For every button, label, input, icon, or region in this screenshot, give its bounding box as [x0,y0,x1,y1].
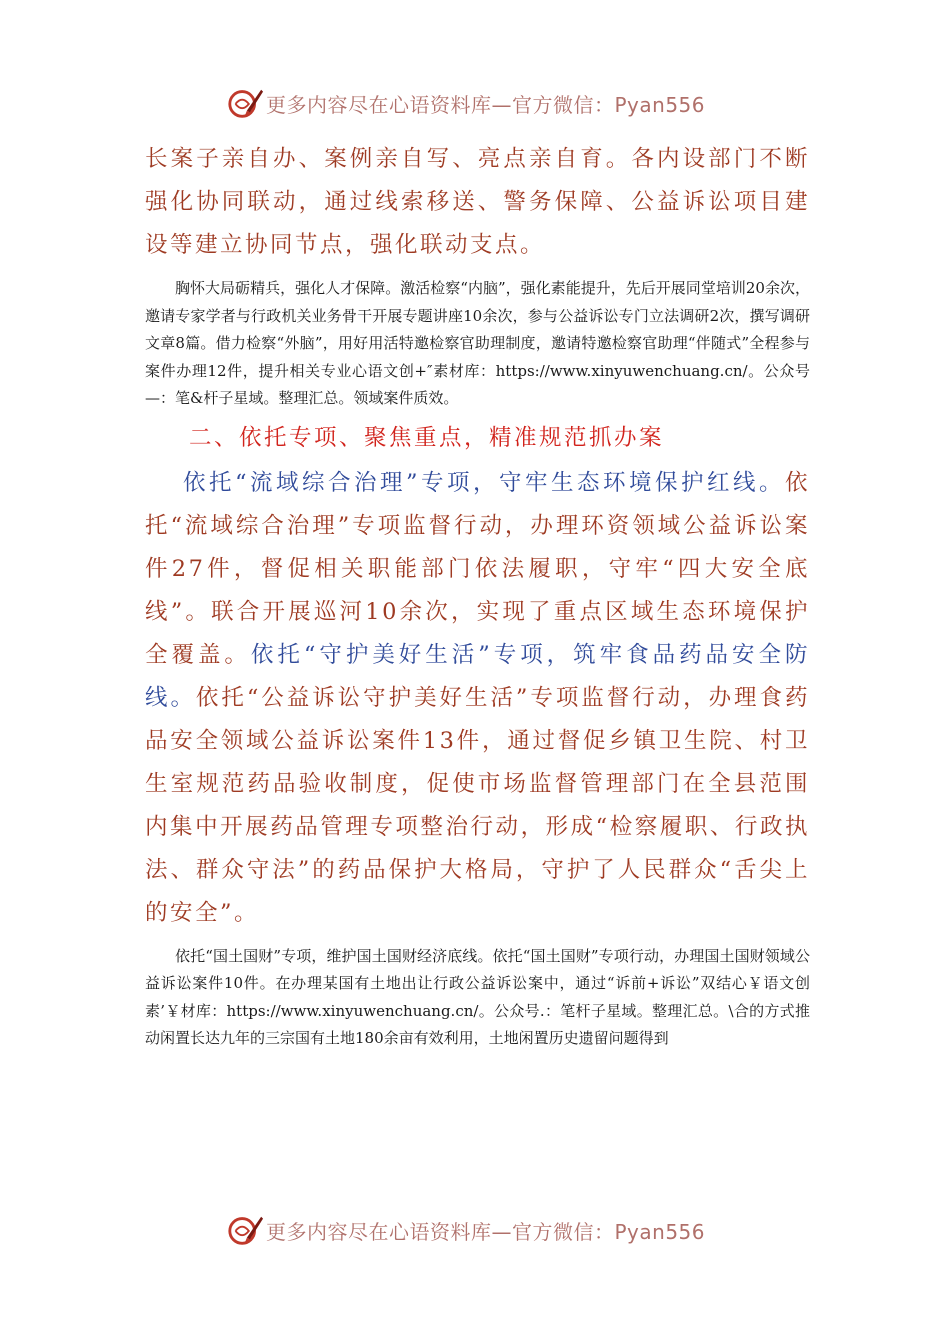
pen-logo-icon [226,1211,264,1249]
section-heading: 二、依托专项、聚焦重点，精准规范抓办案 [189,424,665,451]
document-body [145,138,810,1053]
paragraph-4-text-1: 依托“流域综合治理”专项监督行动，办理环资领域公益诉讼案件27件，督促相关职能部门依法履职，守牢“四大安全底线”。联合开展巡河10余次，实现了重点区域生态环境保护全覆盖。 [145,469,810,668]
paragraph-2: 胸怀大局砺精兵，强化人才保障。激活检察“内脑”，强化素能提升，先后开展同堂培训20余次，邀请专家学者与行政机关业务骨干开展专题讲座10余次，参与公益诉讼专门立法调研2次，撰写调研文章8篇。借力检察“外脑”，用好用活特邀检察官助理制度，邀请特邀检察官助理“伴随式”全程参与案件办理12件，提升相关专业心语文创+″素材库：https://www.xinyuwenchuang.cn/。公众号—：笔&杆子星域。整理汇总。领域案件质效。 [145,279,810,407]
footer-banner [0,1205,950,1255]
paragraph-1: 长案子亲自办、案例亲自写、亮点亲自育。各内设部门不断强化协同联动，通过线索移送、警务保障、公益诉讼项目建设等建立协同节点，强化联动支点。 [145,146,810,258]
paragraph-4-text-2: 依托“公益诉讼守护美好生活”专项监督行动，办理食药品安全领域公益诉讼案件13件，通过督促乡镇卫生院、村卫生室规范药品验收制度，促使市场监督管理部门在全县范围内集中开展药品管理专项整治行动，形成“检察履职、行政执法、群众守法”的药品保护大格局，守护了人民群众“舌尖上的安全”。 [145,684,810,926]
banner-text: 更多内容尽在心语资料库—官方微信：Pyan556 [266,92,706,117]
header-banner [0,78,950,128]
banner-text: 更多内容尽在心语资料库—官方微信：Pyan556 [266,1219,706,1244]
paragraph-4 [145,462,810,935]
paragraph-5: 依托“国土国财”专项，维护国土国财经济底线。依托“国土国财”专项行动，办理国土国财领域公益诉讼案件10件。在办理某国有土地出让行政公益诉讼案中，通过“诉前+诉讼”双结心￥语文创素’￥材库：https://www.xinyuwenchuang.cn/。公众号.：笔杆子星域。整理汇总。\合的方式推动闲置长达九年的三宗国有土地180余亩有效利用，土地闲置历史遗留问题得到 [145,946,810,1047]
subheading-food: 依托“守护美好生活”专项，筑牢食品药品安全防线。 [145,641,810,711]
subheading-river: 依托“流域综合治理”专项，守牢生态环境保护红线。 [183,469,785,496]
pen-logo-icon [226,84,264,122]
